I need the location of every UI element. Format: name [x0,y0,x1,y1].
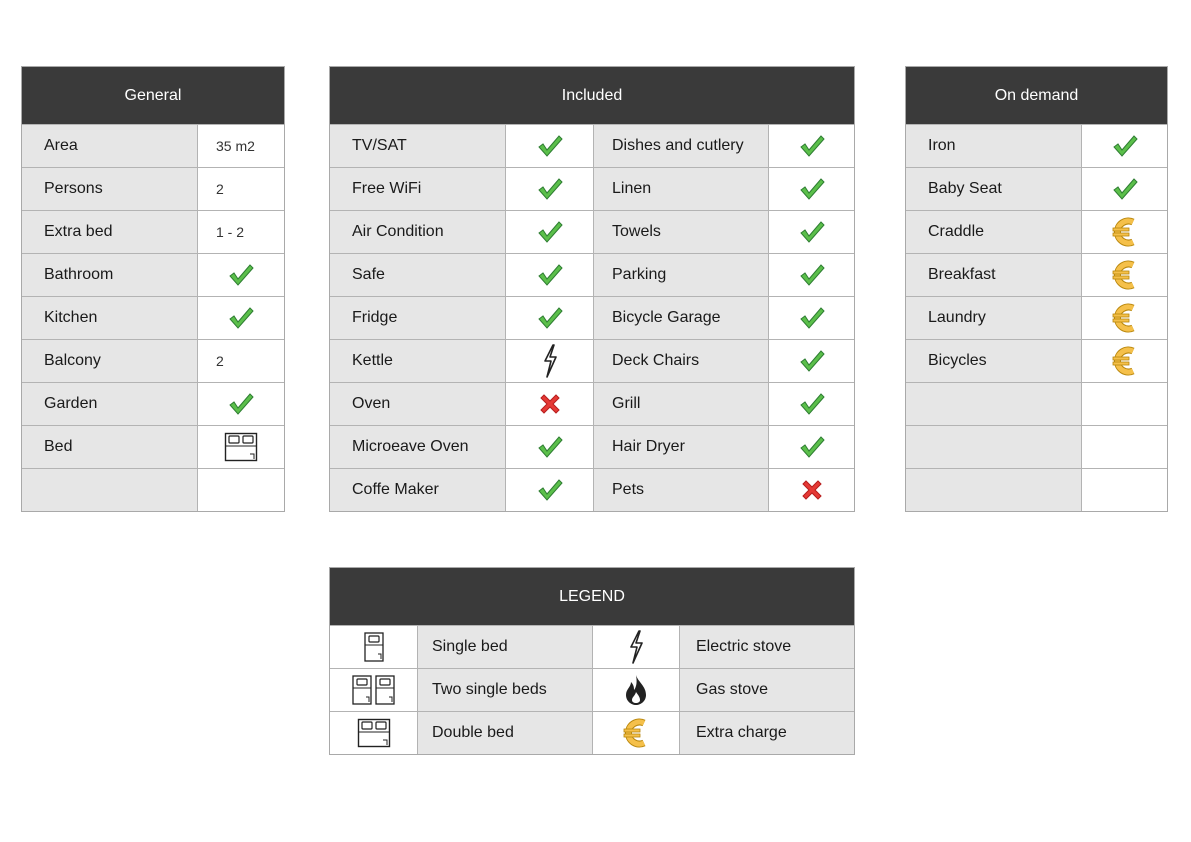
check-icon [799,134,825,158]
on-demand-row-value [1081,167,1167,210]
general-row-value [197,253,284,296]
on-demand-row-label: Craddle [906,210,1081,253]
included-left-label: TV/SAT [330,124,505,167]
legend-label-b: Extra charge [679,711,854,754]
euro-icon [1111,217,1139,247]
euro-icon [1111,346,1139,376]
check-icon [799,306,825,330]
included-left-label: Air Condition [330,210,505,253]
included-left-label: Coffe Maker [330,468,505,511]
included-right-label: Grill [593,382,768,425]
on-demand-row-label [906,425,1081,468]
check-icon [537,263,563,287]
on-demand-row-label: Baby Seat [906,167,1081,210]
included-right-value [768,468,854,511]
check-icon [1112,134,1138,158]
check-icon [1112,177,1138,201]
check-icon [228,263,254,287]
legend-icon-b [592,668,679,711]
legend-label-a: Two single beds [417,668,592,711]
euro-icon [1111,260,1139,290]
included-right-value [768,167,854,210]
check-icon [799,392,825,416]
included-left-label: Oven [330,382,505,425]
on-demand-row-label: Bicycles [906,339,1081,382]
on-demand-panel [905,66,1168,512]
general-row-value [197,468,284,511]
included-right-value [768,210,854,253]
legend-icon-b [592,711,679,754]
electric-stove-icon [542,344,558,378]
general-row-value: 2 [197,339,284,382]
general-row-label: Bathroom [22,253,197,296]
included-left-value [505,124,593,167]
on-demand-title: On demand [906,67,1167,124]
included-right-label: Bicycle Garage [593,296,768,339]
double-bed-icon [224,432,258,462]
included-left-label: Fridge [330,296,505,339]
on-demand-row-value [1081,124,1167,167]
on-demand-row-value [1081,382,1167,425]
general-title: General [22,67,284,124]
included-right-value [768,425,854,468]
included-right-value [768,296,854,339]
included-left-value [505,468,593,511]
on-demand-row-label [906,468,1081,511]
included-left-label: Safe [330,253,505,296]
double-bed-icon [357,718,391,748]
on-demand-row-value [1081,296,1167,339]
check-icon [537,306,563,330]
included-right-value [768,382,854,425]
two-single-beds-icon [351,675,397,705]
general-row-label: Area [22,124,197,167]
included-panel [329,66,855,512]
on-demand-row-value [1081,210,1167,253]
legend-label-a: Single bed [417,625,592,668]
included-title: Included [330,67,854,124]
cross-icon [537,391,563,417]
included-left-value [505,210,593,253]
on-demand-row-label: Iron [906,124,1081,167]
included-left-value [505,382,593,425]
legend-panel [329,567,855,755]
included-right-label: Dishes and cutlery [593,124,768,167]
check-icon [537,435,563,459]
included-left-value [505,425,593,468]
check-icon [799,220,825,244]
general-row-label [22,468,197,511]
legend-icon-a [330,711,417,754]
included-left-value [505,296,593,339]
on-demand-row-label: Breakfast [906,253,1081,296]
check-icon [799,177,825,201]
general-row-value [197,382,284,425]
included-left-label: Free WiFi [330,167,505,210]
check-icon [537,478,563,502]
included-left-value [505,253,593,296]
included-left-value [505,167,593,210]
general-panel [21,66,285,512]
included-right-value [768,339,854,382]
general-row-label: Garden [22,382,197,425]
electric-stove-icon [628,630,644,664]
general-table [22,124,284,511]
on-demand-row-value [1081,468,1167,511]
legend-icon-a [330,625,417,668]
check-icon [537,220,563,244]
included-right-label: Hair Dryer [593,425,768,468]
legend-title: LEGEND [330,568,854,625]
general-row-value: 35 m2 [197,124,284,167]
included-right-label: Linen [593,167,768,210]
euro-icon [622,718,650,748]
general-row-label: Kitchen [22,296,197,339]
included-right-label: Deck Chairs [593,339,768,382]
general-row-value [197,425,284,468]
general-row-label: Bed [22,425,197,468]
on-demand-row-label: Laundry [906,296,1081,339]
on-demand-row-label [906,382,1081,425]
included-table [330,124,854,511]
included-left-label: Kettle [330,339,505,382]
check-icon [537,177,563,201]
general-row-value: 2 [197,167,284,210]
legend-table [330,625,854,754]
on-demand-row-value [1081,425,1167,468]
included-right-label: Towels [593,210,768,253]
single-bed-icon [363,632,385,662]
check-icon [537,134,563,158]
legend-label-b: Electric stove [679,625,854,668]
on-demand-table [906,124,1167,511]
on-demand-row-value [1081,253,1167,296]
legend-icon-b [592,625,679,668]
included-left-value [505,339,593,382]
included-right-label: Pets [593,468,768,511]
general-row-label: Balcony [22,339,197,382]
check-icon [799,263,825,287]
check-icon [228,306,254,330]
included-left-label: Microeave Oven [330,425,505,468]
general-row-value [197,296,284,339]
included-right-value [768,253,854,296]
check-icon [228,392,254,416]
euro-icon [1111,303,1139,333]
legend-icon-a [330,668,417,711]
check-icon [799,435,825,459]
general-row-value: 1 - 2 [197,210,284,253]
legend-label-a: Double bed [417,711,592,754]
general-row-label: Extra bed [22,210,197,253]
included-right-value [768,124,854,167]
cross-icon [799,477,825,503]
check-icon [799,349,825,373]
legend-label-b: Gas stove [679,668,854,711]
general-row-label: Persons [22,167,197,210]
included-right-label: Parking [593,253,768,296]
gas-stove-icon [624,674,648,706]
on-demand-row-value [1081,339,1167,382]
